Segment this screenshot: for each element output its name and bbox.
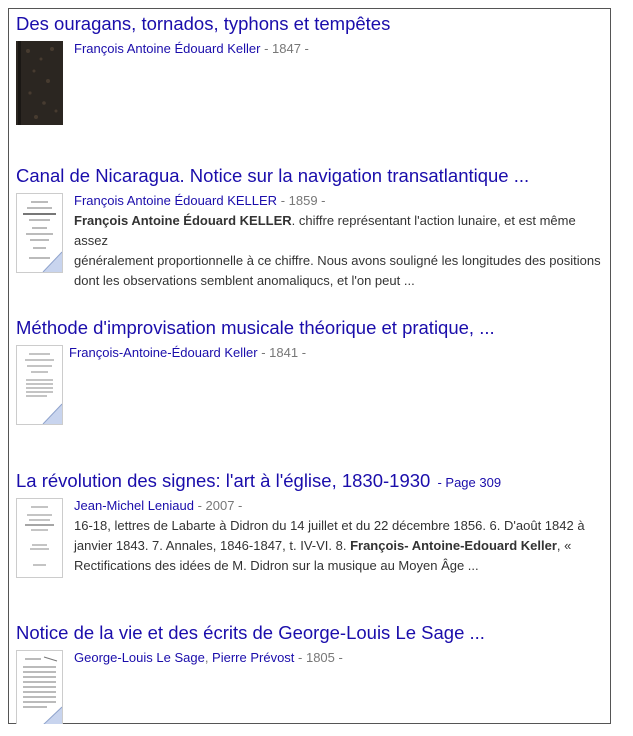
snippet-text: , « <box>556 538 572 553</box>
result-meta <box>74 648 343 668</box>
result-title[interactable]: Canal de Nicaragua. Notice sur la navigation transatlantique ... <box>16 165 530 186</box>
snippet-highlight: François- Antoine-Edouard Keller <box>350 538 557 553</box>
result-item <box>16 13 606 56</box>
result-title[interactable] <box>16 470 606 494</box>
book-page-thumbnail[interactable] <box>16 498 63 578</box>
book-cover-thumbnail[interactable] <box>16 41 63 125</box>
result-item <box>16 165 606 288</box>
publication-year: - 1859 - <box>277 193 326 208</box>
result-item <box>16 470 606 573</box>
book-page-thumbnail[interactable] <box>16 193 63 273</box>
book-page-thumbnail[interactable] <box>16 345 63 425</box>
author-link[interactable]: François-Antoine-Édouard Keller <box>69 345 258 360</box>
snippet-text: dont les observations semblent anomaliqucs, et l'on peut ... <box>74 273 415 288</box>
search-results-panel <box>8 8 611 724</box>
page-reference-link[interactable]: - Page 309 <box>437 475 502 490</box>
result-title[interactable]: Notice de la vie et des écrits de George-Louis Le Sage ... <box>16 622 485 643</box>
publication-year: - 1841 - <box>257 345 307 360</box>
result-item <box>16 622 606 665</box>
author-link[interactable]: François Antoine Édouard Keller <box>74 41 261 56</box>
snippet-highlight: François Antoine Édouard KELLER <box>74 213 292 228</box>
book-page-thumbnail[interactable] <box>16 650 63 724</box>
author-link[interactable]: François Antoine Édouard KELLER <box>74 193 278 208</box>
author-link[interactable]: Pierre Prévost <box>212 650 295 665</box>
snippet-text: . chiffre représentant l'action lunaire, et est même assez <box>74 213 576 248</box>
result-snippet <box>74 516 604 576</box>
result-snippet <box>74 211 604 291</box>
result-meta <box>69 343 306 363</box>
result-title-text[interactable]: La révolution des signes: l'art à l'église, 1830-1930 <box>16 470 431 491</box>
snippet-text: généralement proportionnelle à ce chiffre. Nous avons souligné les longitudes des positions <box>74 253 601 268</box>
snippet-text: Rectifications des idées de M. Didron sur la musique au Moyen Âge ... <box>74 558 479 573</box>
result-meta <box>74 39 309 59</box>
snippet-text: 16-18, lettres de Labarte à Didron du 14 juillet et du 22 décembre 1856. 6. D'août 1842 à <box>74 518 585 533</box>
publication-year: - 1847 - <box>260 41 309 56</box>
snippet-text: janvier 1843. 7. Annales, 1846-1847, t. IV-VI. 8. <box>74 538 351 553</box>
result-item <box>16 317 606 360</box>
author-separator: , <box>204 650 213 665</box>
result-meta <box>74 496 242 516</box>
publication-year: - 1805 - <box>294 650 343 665</box>
result-meta <box>74 191 326 211</box>
author-link[interactable]: Jean-Michel Leniaud <box>74 498 194 513</box>
publication-year: - 2007 - <box>193 498 243 513</box>
result-title[interactable]: Méthode d'improvisation musicale théorique et pratique, ... <box>16 317 495 338</box>
result-title[interactable]: Des ouragans, tornados, typhons et tempêtes <box>16 13 391 34</box>
author-link[interactable]: George-Louis Le Sage <box>74 650 205 665</box>
